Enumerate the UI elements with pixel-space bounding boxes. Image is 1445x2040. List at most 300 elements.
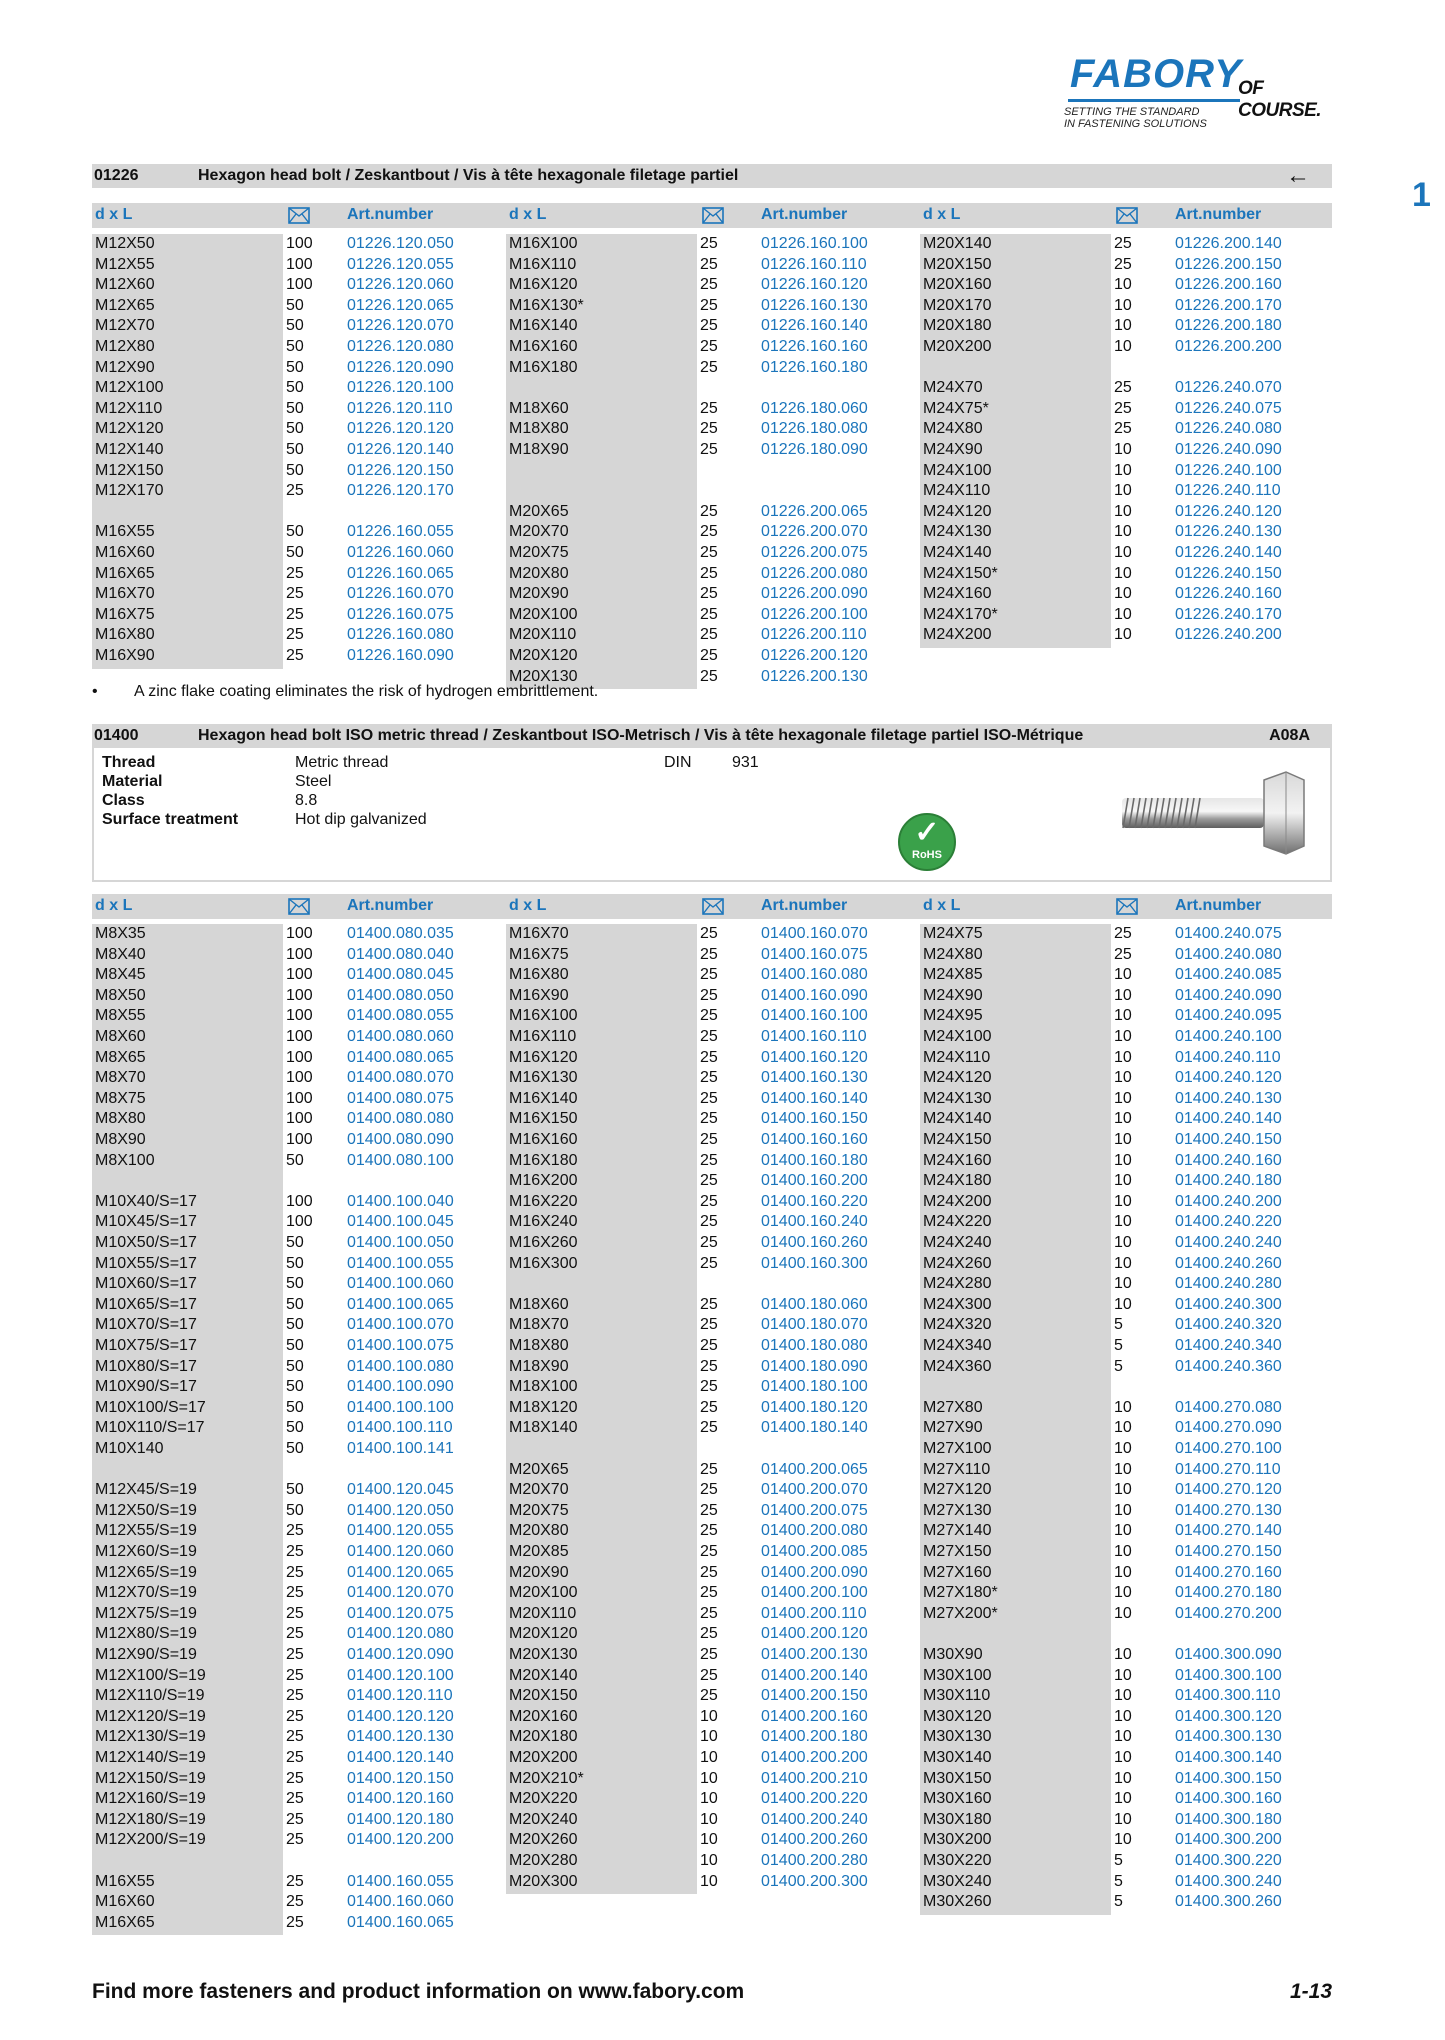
table-row bbox=[506, 481, 906, 502]
quantity-cell: 50 bbox=[286, 523, 304, 541]
article-number-link[interactable]: 01226.200.110 bbox=[761, 626, 867, 644]
article-number-link[interactable]: 01400.120.055 bbox=[347, 1522, 454, 1540]
table-row bbox=[92, 1048, 492, 1069]
article-number-link[interactable]: 01400.200.300 bbox=[761, 1872, 868, 1890]
article-number-link[interactable]: 01400.240.090 bbox=[1175, 986, 1282, 1004]
dxl-header: d x L bbox=[95, 206, 133, 223]
size-cell: M20X75 bbox=[509, 1501, 569, 1519]
article-number-link[interactable]: 01400.270.080 bbox=[1175, 1398, 1282, 1416]
article-number-link[interactable]: 01400.160.130 bbox=[761, 1069, 868, 1087]
article-number-link[interactable]: 01400.300.130 bbox=[1175, 1728, 1282, 1746]
size-cell: M16X180 bbox=[509, 358, 578, 376]
article-number-link[interactable]: 01400.300.140 bbox=[1175, 1749, 1282, 1766]
article-number-link[interactable]: 01400.080.100 bbox=[347, 1151, 454, 1169]
article-number-link[interactable]: 01400.120.045 bbox=[347, 1481, 454, 1499]
article-number-link[interactable]: 01400.270.090 bbox=[1175, 1419, 1282, 1437]
table-row bbox=[506, 1810, 906, 1831]
article-number-link[interactable]: 01226.240.200 bbox=[1175, 626, 1282, 644]
article-number-link[interactable]: 01226.240.110 bbox=[1175, 482, 1281, 500]
size-cell: M24X100 bbox=[923, 461, 992, 479]
article-number-link[interactable]: 01226.200.100 bbox=[761, 605, 868, 623]
article-number-link[interactable]: 01400.200.210 bbox=[761, 1769, 868, 1787]
article-number-link[interactable]: 01400.100.055 bbox=[347, 1254, 454, 1272]
article-number-link[interactable]: 01400.240.150 bbox=[1175, 1131, 1282, 1148]
size-cell: M12X45/S=19 bbox=[95, 1481, 197, 1499]
article-number-link[interactable]: 01400.100.090 bbox=[347, 1378, 454, 1396]
table-row bbox=[920, 625, 1320, 646]
column-header-row bbox=[92, 203, 1332, 228]
quantity-cell: 25 bbox=[286, 1584, 304, 1602]
article-number-link[interactable]: 01400.080.075 bbox=[347, 1089, 454, 1107]
table-row bbox=[506, 564, 906, 585]
article-number-link[interactable]: 01226.200.130 bbox=[761, 667, 868, 685]
table-row bbox=[506, 316, 906, 337]
size-cell: M16X60 bbox=[95, 1893, 155, 1911]
article-number-link[interactable]: 01400.160.150 bbox=[761, 1110, 868, 1128]
article-number-link[interactable]: 01400.160.180 bbox=[761, 1151, 868, 1169]
table-row bbox=[920, 1521, 1320, 1542]
article-number-link[interactable]: 01400.120.050 bbox=[347, 1501, 454, 1519]
article-number-link[interactable]: 01400.080.050 bbox=[347, 986, 454, 1004]
quantity-cell: 10 bbox=[1114, 317, 1132, 335]
article-number-link[interactable]: 01400.120.065 bbox=[347, 1563, 454, 1581]
article-number-link[interactable]: 01400.180.080 bbox=[761, 1337, 868, 1354]
size-cell: M24X100 bbox=[923, 1028, 992, 1045]
article-number-link[interactable]: 01400.240.220 bbox=[1175, 1213, 1282, 1231]
quantity-cell: 25 bbox=[700, 564, 718, 582]
article-number-link[interactable]: 01400.180.070 bbox=[761, 1316, 868, 1334]
article-number-link[interactable]: 01400.100.050 bbox=[347, 1234, 454, 1251]
size-cell: M12X120/S=19 bbox=[95, 1707, 206, 1725]
article-number-link[interactable]: 01400.200.110 bbox=[761, 1604, 867, 1622]
article-number-link[interactable]: 01226.240.100 bbox=[1175, 461, 1282, 479]
size-cell: M24X70 bbox=[923, 379, 983, 397]
article-number-link[interactable]: 01226.120.140 bbox=[347, 441, 454, 458]
article-number-link[interactable]: 01400.240.320 bbox=[1175, 1316, 1282, 1334]
size-cell: M20X140 bbox=[923, 235, 992, 252]
article-number-link[interactable]: 01400.200.120 bbox=[761, 1625, 868, 1643]
article-number-link[interactable]: 01400.270.200 bbox=[1175, 1604, 1282, 1622]
table-row bbox=[920, 1810, 1320, 1831]
article-number-link[interactable]: 01226.240.160 bbox=[1175, 585, 1282, 603]
quantity-cell: 100 bbox=[286, 276, 313, 294]
quantity-cell: 25 bbox=[700, 502, 718, 520]
quantity-cell: 10 bbox=[1114, 1213, 1132, 1231]
tagline-line-2: IN FASTENING SOLUTIONS bbox=[1064, 118, 1207, 130]
article-number-link[interactable]: 01400.300.180 bbox=[1175, 1810, 1282, 1828]
quantity-cell: 10 bbox=[1114, 564, 1132, 582]
article-number-link[interactable]: 01226.120.110 bbox=[347, 399, 453, 417]
article-number-link[interactable]: 01226.160.070 bbox=[347, 585, 454, 603]
size-cell: M16X75 bbox=[509, 945, 569, 963]
article-number-link[interactable]: 01400.100.141 bbox=[347, 1440, 454, 1457]
article-number-link[interactable]: 01400.080.090 bbox=[347, 1131, 454, 1148]
article-number-link[interactable]: 01226.240.130 bbox=[1175, 523, 1282, 541]
article-number-link[interactable]: 01400.240.080 bbox=[1175, 945, 1282, 963]
size-cell: M24X140 bbox=[923, 1110, 992, 1128]
quantity-cell: 25 bbox=[286, 482, 304, 500]
size-cell: M8X75 bbox=[95, 1089, 146, 1107]
table-row bbox=[506, 1480, 906, 1501]
article-number-link[interactable]: 01400.120.090 bbox=[347, 1646, 454, 1663]
quantity-cell: 10 bbox=[1114, 1007, 1132, 1025]
table-row bbox=[92, 584, 492, 605]
size-cell: M10X45/S=17 bbox=[95, 1213, 197, 1231]
article-number-link[interactable]: 01226.180.090 bbox=[761, 441, 868, 458]
table-row bbox=[920, 1357, 1320, 1378]
article-number-link[interactable]: 01400.240.340 bbox=[1175, 1337, 1282, 1354]
article-number-link[interactable]: 01400.200.065 bbox=[761, 1460, 868, 1478]
article-number-link[interactable]: 01400.240.300 bbox=[1175, 1295, 1282, 1313]
article-number-link[interactable]: 01226.240.090 bbox=[1175, 441, 1282, 458]
article-number-link[interactable]: 01400.160.260 bbox=[761, 1234, 868, 1251]
quantity-cell: 10 bbox=[1114, 482, 1132, 500]
quantity-cell: 25 bbox=[700, 1604, 718, 1622]
article-number-link[interactable]: 01226.240.170 bbox=[1175, 605, 1282, 623]
article-number-link[interactable]: 01400.200.240 bbox=[761, 1810, 868, 1828]
article-number-link[interactable]: 01226.160.055 bbox=[347, 523, 454, 541]
table-row bbox=[506, 1460, 906, 1481]
article-number-link[interactable]: 01400.300.150 bbox=[1175, 1769, 1282, 1787]
article-number-link[interactable]: 01400.100.065 bbox=[347, 1295, 454, 1313]
article-number-link[interactable]: 01400.200.160 bbox=[761, 1707, 868, 1725]
size-cell: M8X45 bbox=[95, 966, 146, 984]
article-number-link[interactable]: 01400.200.080 bbox=[761, 1522, 868, 1540]
article-number-link[interactable]: 01226.200.090 bbox=[761, 585, 868, 603]
article-number-link[interactable]: 01226.160.180 bbox=[761, 358, 868, 376]
quantity-cell: 25 bbox=[286, 1625, 304, 1643]
article-number-link[interactable]: 01400.180.120 bbox=[761, 1398, 868, 1416]
article-number-link[interactable]: 01400.240.120 bbox=[1175, 1069, 1282, 1087]
article-number-link[interactable]: 01400.120.200 bbox=[347, 1831, 454, 1849]
article-number-link[interactable]: 01226.200.170 bbox=[1175, 296, 1282, 314]
size-cell: M20X200 bbox=[923, 338, 992, 355]
article-number-link[interactable]: 01226.160.090 bbox=[347, 647, 454, 664]
article-number-link[interactable]: 01400.160.075 bbox=[761, 945, 868, 963]
article-number-link[interactable]: 01400.160.220 bbox=[761, 1192, 868, 1210]
article-number-link[interactable]: 01400.200.280 bbox=[761, 1852, 868, 1869]
article-number-link[interactable]: 01400.160.120 bbox=[761, 1048, 868, 1066]
quantity-cell: 10 bbox=[1114, 1563, 1132, 1581]
article-number-link[interactable]: 01400.160.110 bbox=[761, 1028, 867, 1045]
size-cell: M30X260 bbox=[923, 1893, 992, 1911]
article-number-link[interactable]: 01226.240.070 bbox=[1175, 379, 1282, 397]
article-number-link[interactable]: 01400.300.110 bbox=[1175, 1687, 1281, 1705]
quantity-cell: 25 bbox=[286, 564, 304, 582]
article-number-link[interactable]: 01400.080.070 bbox=[347, 1069, 454, 1087]
article-number-link[interactable]: 01400.080.060 bbox=[347, 1028, 454, 1045]
table-row bbox=[920, 1851, 1320, 1872]
article-number-link[interactable]: 01400.200.180 bbox=[761, 1728, 868, 1746]
article-number-link[interactable]: 01400.080.080 bbox=[347, 1110, 454, 1128]
article-number-link[interactable]: 01226.200.150 bbox=[1175, 255, 1282, 273]
article-number-link[interactable]: 01226.200.075 bbox=[761, 544, 868, 561]
quantity-cell: 10 bbox=[1114, 1419, 1132, 1437]
size-cell: M20X150 bbox=[923, 255, 992, 273]
article-number-link[interactable]: 01400.160.055 bbox=[347, 1872, 454, 1890]
article-number-link[interactable]: 01226.200.160 bbox=[1175, 276, 1282, 294]
article-number-link[interactable]: 01400.240.100 bbox=[1175, 1028, 1282, 1045]
size-cell: M8X65 bbox=[95, 1048, 146, 1066]
article-number-link[interactable]: 01400.100.075 bbox=[347, 1337, 454, 1354]
size-cell: M30X180 bbox=[923, 1810, 992, 1828]
quantity-cell: 10 bbox=[1114, 626, 1132, 644]
article-number-link[interactable]: 01400.180.140 bbox=[761, 1419, 868, 1437]
article-number-link[interactable]: 01400.120.110 bbox=[347, 1687, 453, 1705]
article-number-link[interactable]: 01400.180.090 bbox=[761, 1357, 868, 1375]
article-number-link[interactable]: 01400.100.070 bbox=[347, 1316, 454, 1334]
quantity-cell: 10 bbox=[1114, 461, 1132, 479]
article-number-link[interactable]: 01400.120.120 bbox=[347, 1707, 454, 1725]
size-cell: M24X80 bbox=[923, 945, 983, 963]
article-number-link[interactable]: 01400.100.060 bbox=[347, 1275, 454, 1293]
size-cell: M16X80 bbox=[95, 626, 155, 644]
article-number-link[interactable]: 01226.120.100 bbox=[347, 379, 454, 397]
article-number-link[interactable]: 01400.240.240 bbox=[1175, 1234, 1282, 1251]
article-number-link[interactable]: 01226.120.055 bbox=[347, 255, 454, 273]
table-row bbox=[920, 924, 1320, 945]
article-number-link[interactable]: 01400.270.110 bbox=[1175, 1460, 1281, 1478]
article-number-link[interactable]: 01400.200.085 bbox=[761, 1543, 868, 1560]
article-number-link[interactable]: 01400.200.260 bbox=[761, 1831, 868, 1849]
article-number-link[interactable]: 01400.270.130 bbox=[1175, 1501, 1282, 1519]
article-number-link[interactable]: 01400.080.040 bbox=[347, 945, 454, 963]
table-row bbox=[506, 1542, 906, 1563]
table-row bbox=[92, 1707, 492, 1728]
quantity-cell: 25 bbox=[700, 647, 718, 664]
article-number-link[interactable]: 01400.080.055 bbox=[347, 1007, 454, 1025]
article-number-link[interactable]: 01400.160.065 bbox=[347, 1913, 454, 1931]
article-number-link[interactable]: 01226.160.060 bbox=[347, 544, 454, 561]
article-number-link[interactable]: 01400.120.150 bbox=[347, 1769, 454, 1787]
article-number-link[interactable]: 01226.120.070 bbox=[347, 317, 454, 335]
article-number-link[interactable]: 01226.120.065 bbox=[347, 296, 454, 314]
size-cell: M16X110 bbox=[509, 255, 577, 273]
quantity-cell: 25 bbox=[700, 338, 718, 355]
article-number-link[interactable]: 01226.160.110 bbox=[761, 255, 867, 273]
article-number-link[interactable]: 01400.240.200 bbox=[1175, 1192, 1282, 1210]
back-arrow-icon[interactable]: ← bbox=[1286, 162, 1310, 189]
article-number-link[interactable]: 01400.160.070 bbox=[761, 925, 868, 942]
article-number-link[interactable]: 01226.120.050 bbox=[347, 235, 454, 252]
size-cell: M30X100 bbox=[923, 1666, 992, 1684]
article-number-link[interactable]: 01400.200.150 bbox=[761, 1687, 868, 1705]
size-cell: M20X70 bbox=[509, 523, 569, 541]
article-number-link[interactable]: 01400.300.260 bbox=[1175, 1893, 1282, 1911]
fabory-logo bbox=[1060, 52, 1350, 142]
article-number-link[interactable]: 01400.240.260 bbox=[1175, 1254, 1282, 1272]
article-number-link[interactable]: 01226.160.140 bbox=[761, 317, 868, 335]
article-number-link[interactable]: 01400.120.160 bbox=[347, 1790, 454, 1808]
article-number-link[interactable]: 01400.300.200 bbox=[1175, 1831, 1282, 1849]
article-number-link[interactable]: 01400.240.280 bbox=[1175, 1275, 1282, 1293]
article-number-link[interactable]: 01400.270.100 bbox=[1175, 1440, 1282, 1457]
article-number-link[interactable]: 01400.120.075 bbox=[347, 1604, 454, 1622]
table-row bbox=[920, 1027, 1320, 1048]
article-number-link[interactable]: 01400.240.095 bbox=[1175, 1007, 1282, 1025]
article-number-link[interactable]: 01226.160.160 bbox=[761, 338, 868, 355]
table-row bbox=[506, 1521, 906, 1542]
article-number-link[interactable]: 01400.240.360 bbox=[1175, 1357, 1282, 1375]
table-row bbox=[506, 625, 906, 646]
size-cell: M12X50/S=19 bbox=[95, 1501, 197, 1519]
article-number-link[interactable]: 01400.240.130 bbox=[1175, 1089, 1282, 1107]
article-number-link[interactable]: 01226.180.080 bbox=[761, 420, 868, 438]
size-cell: M20X70 bbox=[509, 1481, 569, 1499]
article-number-link[interactable]: 01226.240.080 bbox=[1175, 420, 1282, 438]
article-number-link[interactable]: 01400.120.100 bbox=[347, 1666, 454, 1684]
article-number-link[interactable]: 01400.200.070 bbox=[761, 1481, 868, 1499]
article-number-link[interactable]: 01226.120.170 bbox=[347, 482, 454, 500]
table-row bbox=[920, 1295, 1320, 1316]
article-number-link[interactable]: 01226.240.120 bbox=[1175, 502, 1282, 520]
article-number-link[interactable]: 01400.120.140 bbox=[347, 1749, 454, 1766]
size-cell: M18X60 bbox=[509, 399, 569, 417]
article-number-link[interactable]: 01226.160.120 bbox=[761, 276, 868, 294]
quantity-cell: 10 bbox=[1114, 1501, 1132, 1519]
article-number-link[interactable]: 01400.300.160 bbox=[1175, 1790, 1282, 1808]
article-number-link[interactable]: 01400.160.090 bbox=[761, 986, 868, 1004]
article-number-link[interactable]: 01400.200.100 bbox=[761, 1584, 868, 1602]
article-number-link[interactable]: 01400.300.100 bbox=[1175, 1666, 1282, 1684]
article-number-link[interactable]: 01400.080.065 bbox=[347, 1048, 454, 1066]
article-number-link[interactable]: 01400.160.100 bbox=[761, 1007, 868, 1025]
article-number-link[interactable]: 01400.100.110 bbox=[347, 1419, 453, 1437]
article-number-link[interactable]: 01226.200.140 bbox=[1175, 235, 1282, 252]
article-number-link[interactable]: 01400.160.060 bbox=[347, 1893, 454, 1911]
article-number-link[interactable]: 01226.120.090 bbox=[347, 358, 454, 376]
article-number-link[interactable]: 01400.300.090 bbox=[1175, 1646, 1282, 1663]
article-number-link[interactable]: 01400.240.075 bbox=[1175, 925, 1282, 942]
article-number-link[interactable]: 01400.120.130 bbox=[347, 1728, 454, 1746]
quantity-cell: 25 bbox=[286, 647, 304, 664]
article-number-link[interactable]: 01400.240.110 bbox=[1175, 1048, 1281, 1066]
size-cell: M24X75 bbox=[923, 925, 983, 942]
quantity-cell: 10 bbox=[1114, 1275, 1132, 1293]
table-row bbox=[506, 605, 906, 626]
article-number-link[interactable]: 01400.270.150 bbox=[1175, 1543, 1282, 1560]
article-number-link[interactable]: 01400.100.100 bbox=[347, 1398, 454, 1416]
article-number-link[interactable]: 01400.200.130 bbox=[761, 1646, 868, 1663]
article-number-link[interactable]: 01400.180.060 bbox=[761, 1295, 868, 1313]
article-number-link[interactable]: 01400.180.100 bbox=[761, 1378, 868, 1396]
article-number-link[interactable]: 01400.160.200 bbox=[761, 1172, 868, 1190]
article-number-link[interactable]: 01400.080.035 bbox=[347, 925, 454, 942]
article-number-link[interactable]: 01400.240.160 bbox=[1175, 1151, 1282, 1169]
article-number-link[interactable]: 01226.180.060 bbox=[761, 399, 868, 417]
article-number-link[interactable]: 01226.120.060 bbox=[347, 276, 454, 294]
article-number-link[interactable]: 01400.160.240 bbox=[761, 1213, 868, 1231]
article-number-link[interactable]: 01400.160.080 bbox=[761, 966, 868, 984]
size-cell: M27X180* bbox=[923, 1584, 998, 1602]
article-number-link[interactable]: 01400.240.180 bbox=[1175, 1172, 1282, 1190]
article-number-link[interactable]: 01226.200.200 bbox=[1175, 338, 1282, 355]
article-number-link[interactable]: 01226.200.070 bbox=[761, 523, 868, 541]
article-number-link[interactable]: 01400.080.045 bbox=[347, 966, 454, 984]
article-number-link[interactable]: 01400.100.040 bbox=[347, 1192, 454, 1210]
article-number-link[interactable]: 01226.120.120 bbox=[347, 420, 454, 438]
article-number-link[interactable]: 01226.240.140 bbox=[1175, 544, 1282, 561]
article-number-link[interactable]: 01400.300.120 bbox=[1175, 1707, 1282, 1725]
article-number-link[interactable]: 01400.120.080 bbox=[347, 1625, 454, 1643]
article-number-link[interactable]: 01400.120.180 bbox=[347, 1810, 454, 1828]
article-number-link[interactable]: 01400.100.045 bbox=[347, 1213, 454, 1231]
size-cell: M12X90/S=19 bbox=[95, 1646, 197, 1663]
article-number-link[interactable]: 01400.160.300 bbox=[761, 1254, 868, 1272]
article-number-link[interactable]: 01400.270.180 bbox=[1175, 1584, 1282, 1602]
article-number-link[interactable]: 01226.160.130 bbox=[761, 296, 868, 314]
table-row bbox=[92, 502, 492, 523]
article-number-link[interactable]: 01226.160.100 bbox=[761, 235, 868, 252]
size-cell: M16X300 bbox=[509, 1254, 578, 1272]
size-cell: M12X80 bbox=[95, 338, 155, 355]
table-row bbox=[920, 1830, 1320, 1851]
quantity-cell: 25 bbox=[700, 1687, 718, 1705]
article-number-link[interactable]: 01400.270.160 bbox=[1175, 1563, 1282, 1581]
article-number-link[interactable]: 01400.200.200 bbox=[761, 1749, 868, 1766]
article-number-link[interactable]: 01400.240.085 bbox=[1175, 966, 1282, 984]
size-cell: M27X130 bbox=[923, 1501, 992, 1519]
article-number-link[interactable]: 01226.240.075 bbox=[1175, 399, 1282, 417]
table-row bbox=[920, 1707, 1320, 1728]
size-cell: M16X60 bbox=[95, 544, 155, 561]
article-number-link[interactable]: 01226.120.080 bbox=[347, 338, 454, 355]
article-number-link[interactable]: 01400.200.140 bbox=[761, 1666, 868, 1684]
quantity-cell: 10 bbox=[700, 1749, 718, 1766]
article-number-link[interactable]: 01226.200.080 bbox=[761, 564, 868, 582]
article-number-link[interactable]: 01226.240.150 bbox=[1175, 564, 1282, 582]
article-number-link[interactable]: 01226.160.075 bbox=[347, 605, 454, 623]
quantity-cell: 10 bbox=[1114, 1131, 1132, 1148]
quantity-cell: 25 bbox=[700, 1584, 718, 1602]
size-cell: M24X150* bbox=[923, 564, 998, 582]
article-number-link[interactable]: 01400.120.070 bbox=[347, 1584, 454, 1602]
article-number-link[interactable]: 01400.200.220 bbox=[761, 1790, 868, 1808]
article-number-link[interactable]: 01226.200.065 bbox=[761, 502, 868, 520]
table-row bbox=[506, 1130, 906, 1151]
article-number-link[interactable]: 01226.120.150 bbox=[347, 461, 454, 479]
article-number-link[interactable]: 01400.300.220 bbox=[1175, 1852, 1282, 1869]
article-number-link[interactable]: 01400.200.075 bbox=[761, 1501, 868, 1519]
article-number-link[interactable]: 01400.160.140 bbox=[761, 1089, 868, 1107]
article-number-link[interactable]: 01400.300.240 bbox=[1175, 1872, 1282, 1890]
article-number-link[interactable]: 01400.160.160 bbox=[761, 1131, 868, 1148]
article-number-link[interactable]: 01400.120.060 bbox=[347, 1543, 454, 1560]
quantity-cell: 25 bbox=[700, 1110, 718, 1128]
article-number-link[interactable]: 01400.270.140 bbox=[1175, 1522, 1282, 1540]
article-number-link[interactable]: 01226.200.180 bbox=[1175, 317, 1282, 335]
article-number-link[interactable]: 01226.200.120 bbox=[761, 647, 868, 664]
article-number-link[interactable]: 01400.200.090 bbox=[761, 1563, 868, 1581]
table-row bbox=[506, 1624, 906, 1645]
size-cell: M20X130 bbox=[509, 667, 578, 685]
table-row bbox=[92, 965, 492, 986]
quantity-cell: 25 bbox=[700, 255, 718, 273]
table-row bbox=[92, 1212, 492, 1233]
table-row bbox=[506, 1872, 906, 1893]
table-row bbox=[506, 1707, 906, 1728]
table-row bbox=[920, 1377, 1320, 1398]
article-number-link[interactable]: 01226.160.080 bbox=[347, 626, 454, 644]
article-number-link[interactable]: 01400.100.080 bbox=[347, 1357, 454, 1375]
table-row bbox=[92, 1666, 492, 1687]
article-number-link[interactable]: 01226.160.065 bbox=[347, 564, 454, 582]
table-row bbox=[92, 419, 492, 440]
article-number-link[interactable]: 01400.240.140 bbox=[1175, 1110, 1282, 1128]
article-number-link[interactable]: 01400.270.120 bbox=[1175, 1481, 1282, 1499]
quantity-cell: 50 bbox=[286, 1378, 304, 1396]
table-row bbox=[92, 1109, 492, 1130]
